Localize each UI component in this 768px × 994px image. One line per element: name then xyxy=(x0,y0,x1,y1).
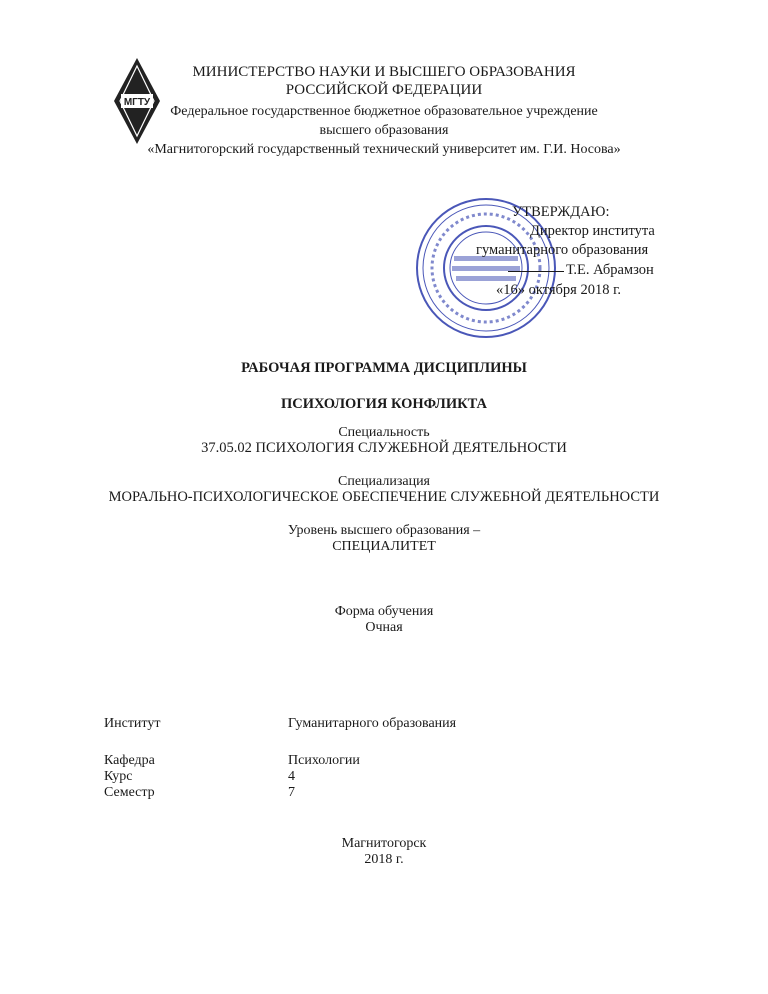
specialization-label: Специализация xyxy=(337,474,430,489)
approval-title: УТВЕРЖДАЮ: xyxy=(512,204,610,220)
approval-date: «16» октября 2018 г. xyxy=(496,282,622,298)
header-ministry: МИНИСТЕРСТВО НАУКИ И ВЫСШЕГО ОБРАЗОВАНИЯ xyxy=(192,64,576,80)
header-institution-type: Федеральное государственное бюджетное образовательное учреждение xyxy=(170,104,598,119)
department-label: Кафедра xyxy=(104,753,155,768)
level-label: Уровень высшего образования – xyxy=(287,523,481,538)
institute-label: Институт xyxy=(104,716,161,731)
approval-position-2: гуманитарного образования xyxy=(476,242,649,258)
semester-value: 7 xyxy=(288,785,295,800)
study-form-value: Очная xyxy=(365,620,403,635)
header-university-name: «Магнитогорский государственный технический университет им. Г.И. Носова» xyxy=(147,142,621,157)
approval-block xyxy=(476,204,680,314)
approval-position-1: Директор института xyxy=(530,223,655,239)
study-form-label: Форма обучения xyxy=(334,604,434,619)
footer-city: Магнитогорск xyxy=(341,836,427,851)
logo-text: МГТУ xyxy=(123,97,151,108)
header-federation: РОССИЙСКОЙ ФЕДЕРАЦИИ xyxy=(285,82,483,98)
program-title: РАБОЧАЯ ПРОГРАММА ДИСЦИПЛИНЫ xyxy=(241,360,527,376)
semester-label: Семестр xyxy=(104,785,155,800)
discipline-name: ПСИХОЛОГИЯ КОНФЛИКТА xyxy=(280,396,488,412)
specialization-value: МОРАЛЬНО-ПСИХОЛОГИЧЕСКОЕ ОБЕСПЕЧЕНИЕ СЛУЖЕБНОЙ ДЕЯТЕЛЬНОСТИ xyxy=(108,489,660,505)
course-value: 4 xyxy=(288,769,295,784)
institute-value: Гуманитарного образования xyxy=(288,716,457,731)
course-label: Курс xyxy=(104,769,133,784)
header-education-level: высшего образования xyxy=(319,123,449,138)
signature-line xyxy=(508,271,564,272)
level-value: СПЕЦИАЛИТЕТ xyxy=(332,539,436,554)
specialty-label: Специальность xyxy=(338,425,430,440)
footer-year: 2018 г. xyxy=(364,852,404,867)
department-value: Психологии xyxy=(288,753,360,768)
specialty-value: 37.05.02 ПСИХОЛОГИЯ СЛУЖЕБНОЙ ДЕЯТЕЛЬНОСТИ xyxy=(201,440,567,456)
approval-signatory: Т.Е. Абрамзон xyxy=(566,262,654,278)
